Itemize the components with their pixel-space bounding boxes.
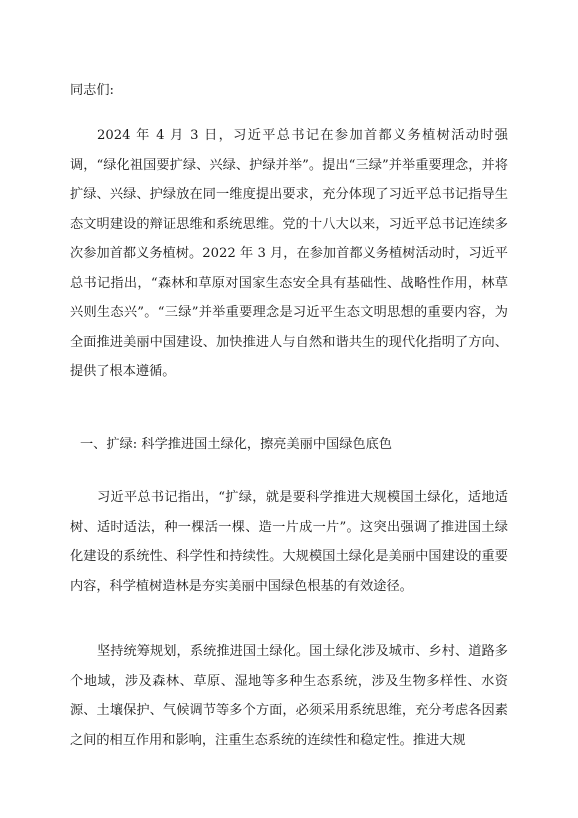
- salutation: 同志们:: [70, 83, 115, 98]
- paragraph-overall-planning: 坚持统筹规划，系统推进国土绿化。国土绿化涉及城市、乡村、道路多个地域，涉及森林、草原、湿地等多种生态系统，涉及生物多样性、水资源、土壤保护、气候调节等多个方面，必须采用系统思维，充分考虑各因素之间的相互作用和影响，注重生态系统的连续性和稳定性。推进大规: [70, 644, 508, 748]
- paragraph-expand-green: 习近平总书记指出，“扩绿，就是要科学推进大规模国土绿化，适地适树、适时适法，种一棵活一棵、造一片成一片”。这突出强调了推进国土绿化建设的系统性、科学性和持续性。大规模国土绿化是美丽中国建设的重要内容，科学植树造林是夯实美丽中国绿色根基的有效途径。: [70, 490, 508, 594]
- paragraph-intro: 2024 年 4 月 3 日，习近平总书记在参加首都义务植树活动时强调，“绿化祖国要扩绿、兴绿、护绿并举”。提出“三绿”并举重要理念，并将扩绿、兴绿、护绿放在同一维度提出要求，充分体现了习近平总书记指导生态文明建设的辩证思维和系统思维。党的十八大以来，习近平总书记连续多次参加首都义务植树。2022 年 3 月，在参加首都义务植树活动时，习近平总书记指出，“森林和草原对国家生态安全具有基础性、战略性作用，林草兴则生态兴”。“三绿”并举重要理念是习近平生态文明思想的重要内容，为全面推进美丽中国建设、加快推进人与自然和谐共生的现代化指明了方向、提供了根本遵循。: [70, 128, 508, 379]
- section-heading-expand-green: 一、扩绿: 科学推进国土绿化，擦亮美丽中国绿色底色: [80, 437, 392, 452]
